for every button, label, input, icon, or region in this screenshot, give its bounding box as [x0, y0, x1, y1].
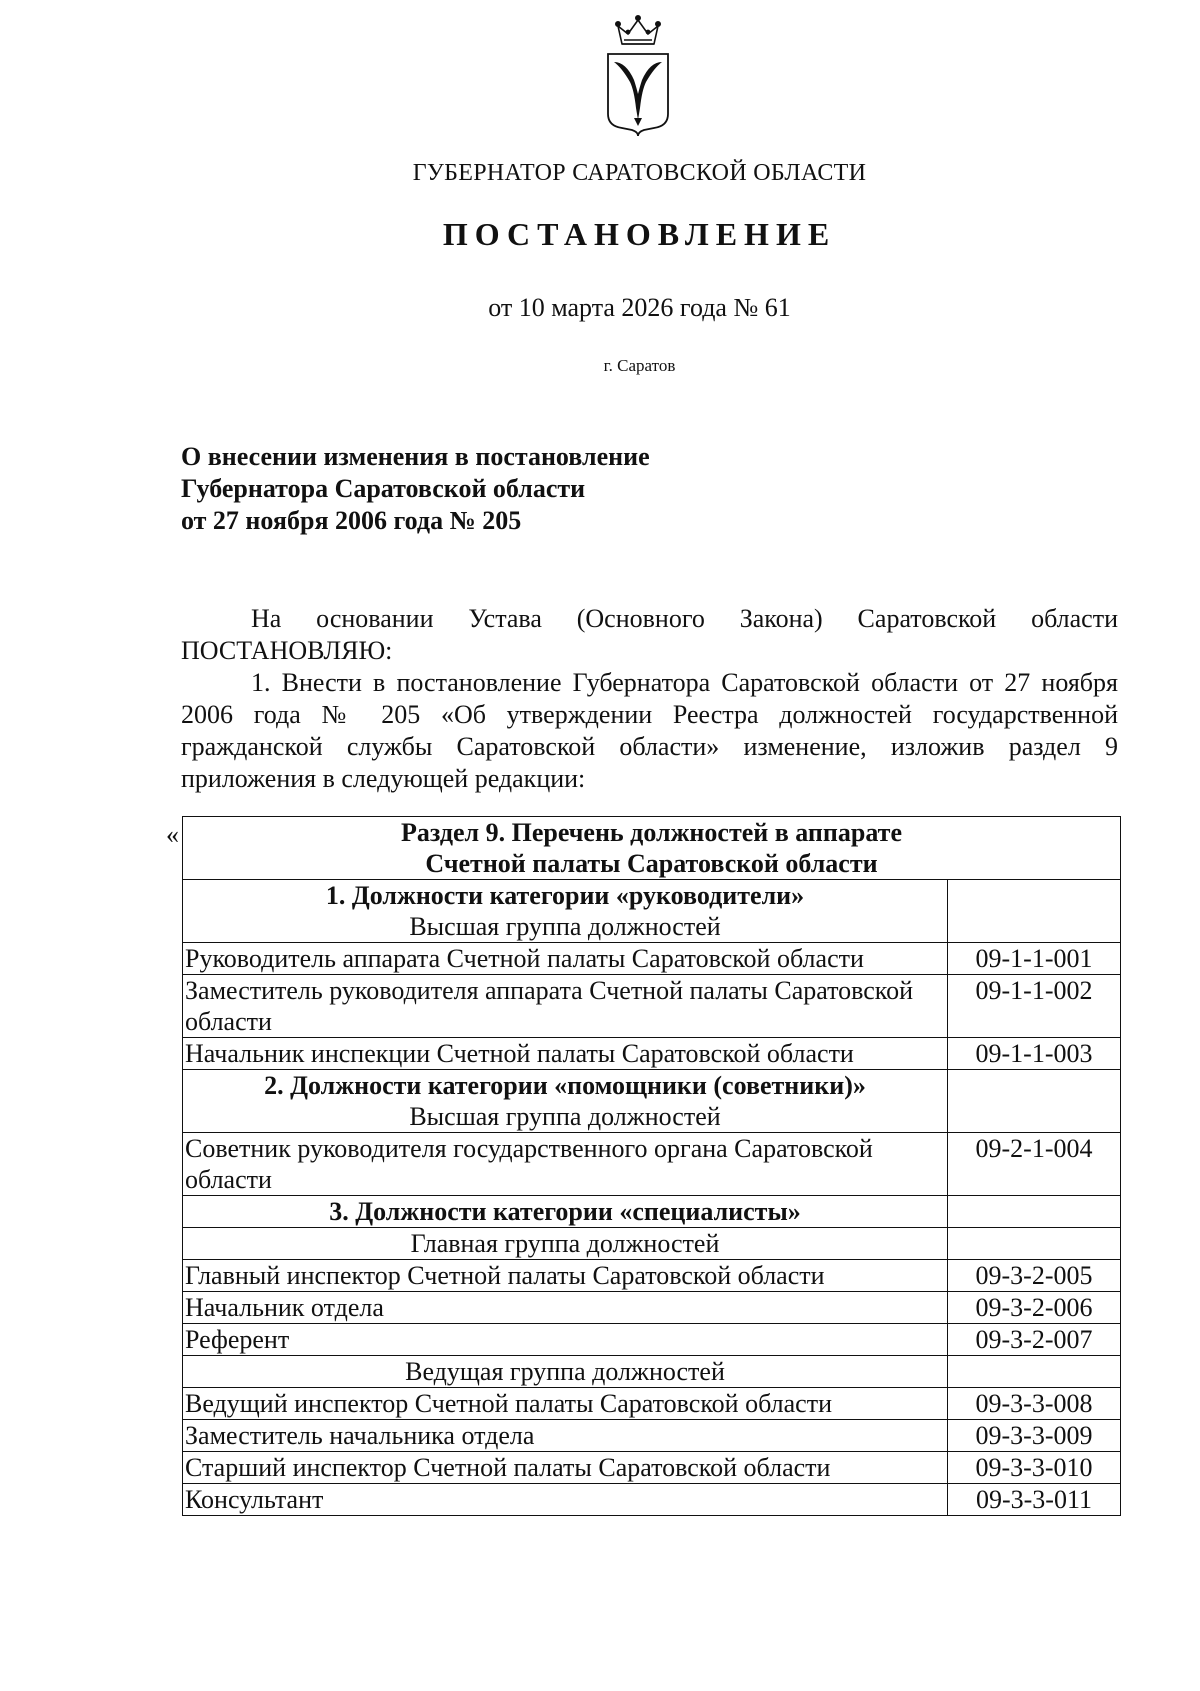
code-cell: 09-1-1-003: [948, 1038, 1121, 1070]
position-cell: Главный инспектор Счетной палаты Саратовской области: [183, 1260, 948, 1292]
empty-code-cell: [948, 1356, 1121, 1388]
table-row: [183, 1388, 1121, 1420]
group-heading: Высшая группа должностей: [409, 912, 721, 941]
group-heading: Ведущая группа должностей: [183, 1356, 948, 1388]
code-cell: 09-3-3-010: [948, 1452, 1121, 1484]
empty-code-cell: [948, 880, 1121, 943]
subject-line: от 27 ноября 2006 года № 205: [181, 506, 522, 535]
code-cell: 09-1-1-002: [948, 975, 1121, 1038]
code-cell: 09-2-1-004: [948, 1133, 1121, 1196]
position-cell: Старший инспектор Счетной палаты Саратовской области: [183, 1452, 948, 1484]
coat-of-arms-emblem: [604, 10, 672, 136]
section-heading: 1. Должности категории «руководители»: [325, 881, 805, 910]
table-row: [183, 975, 1121, 1038]
position-cell: Референт: [183, 1324, 948, 1356]
position-cell: Советник руководителя государственного органа Саратовской области: [183, 1133, 948, 1196]
table-row: [183, 1324, 1121, 1356]
code-cell: 09-3-2-007: [948, 1324, 1121, 1356]
empty-code-cell: [948, 1228, 1121, 1260]
table-row: [183, 1260, 1121, 1292]
table-row: [183, 1292, 1121, 1324]
group-heading: Главная группа должностей: [183, 1228, 948, 1260]
table-row: [183, 1420, 1121, 1452]
section-heading-cell: [183, 1070, 948, 1133]
position-cell: Начальник отдела: [183, 1292, 948, 1324]
positions-register-table: [182, 816, 1121, 1516]
table-row: [183, 1038, 1121, 1070]
position-cell: Начальник инспекции Счетной палаты Саратовской области: [183, 1038, 948, 1070]
section-heading: 3. Должности категории «специалисты»: [183, 1196, 948, 1228]
empty-code-cell: [948, 1196, 1121, 1228]
preamble-line: На основании Устава (Основного Закона) Саратовской области: [251, 604, 1118, 633]
position-cell: Консультант: [183, 1484, 948, 1516]
code-cell: 09-3-3-011: [948, 1484, 1121, 1516]
document-subject: [181, 441, 650, 537]
document-date-number: от 10 марта 2026 года № 61: [488, 293, 791, 322]
document-type: ПОСТАНОВЛЕНИЕ: [442, 216, 837, 252]
section-heading: 2. Должности категории «помощники (советники)»: [264, 1071, 866, 1100]
position-cell: Руководитель аппарата Счетной палаты Саратовской области: [183, 943, 948, 975]
subject-line: Губернатора Саратовской области: [181, 474, 586, 503]
table-row: [183, 1452, 1121, 1484]
open-quote-mark: «: [166, 820, 179, 849]
position-cell: Заместитель руководителя аппарата Счетной палаты Саратовской области: [183, 975, 948, 1038]
issuing-authority: ГУБЕРНАТОР САРАТОВСКОЙ ОБЛАСТИ: [412, 160, 867, 186]
decree-word: ПОСТАНОВЛЯЮ:: [181, 636, 393, 665]
table-row: [183, 943, 1121, 975]
table-title: Раздел 9. Перечень должностей в аппарате Счетной палаты Саратовской области: [183, 817, 1121, 880]
section-heading-cell: [183, 880, 948, 943]
document-city: г. Саратов: [603, 356, 676, 375]
subject-line: О внесении изменения в постановление: [181, 442, 650, 471]
table-row: [183, 1133, 1121, 1196]
document-body: [181, 603, 1118, 795]
group-heading: Высшая группа должностей: [409, 1102, 721, 1131]
position-cell: Ведущий инспектор Счетной палаты Саратовской области: [183, 1388, 948, 1420]
table-row: [183, 1484, 1121, 1516]
code-cell: 09-3-2-005: [948, 1260, 1121, 1292]
decree-item-1: 1. Внести в постановление Губернатора Саратовской области от 27 ноября 2006 года № 205 «Об утверждении Реестра должностей государственной гражданской службы Саратовской области» изменение, изложив раздел 9 приложения в следующей редакции:: [181, 668, 1118, 793]
code-cell: 09-3-2-006: [948, 1292, 1121, 1324]
code-cell: 09-3-3-009: [948, 1420, 1121, 1452]
code-cell: 09-1-1-001: [948, 943, 1121, 975]
empty-code-cell: [948, 1070, 1121, 1133]
position-cell: Заместитель начальника отдела: [183, 1420, 948, 1452]
code-cell: 09-3-3-008: [948, 1388, 1121, 1420]
